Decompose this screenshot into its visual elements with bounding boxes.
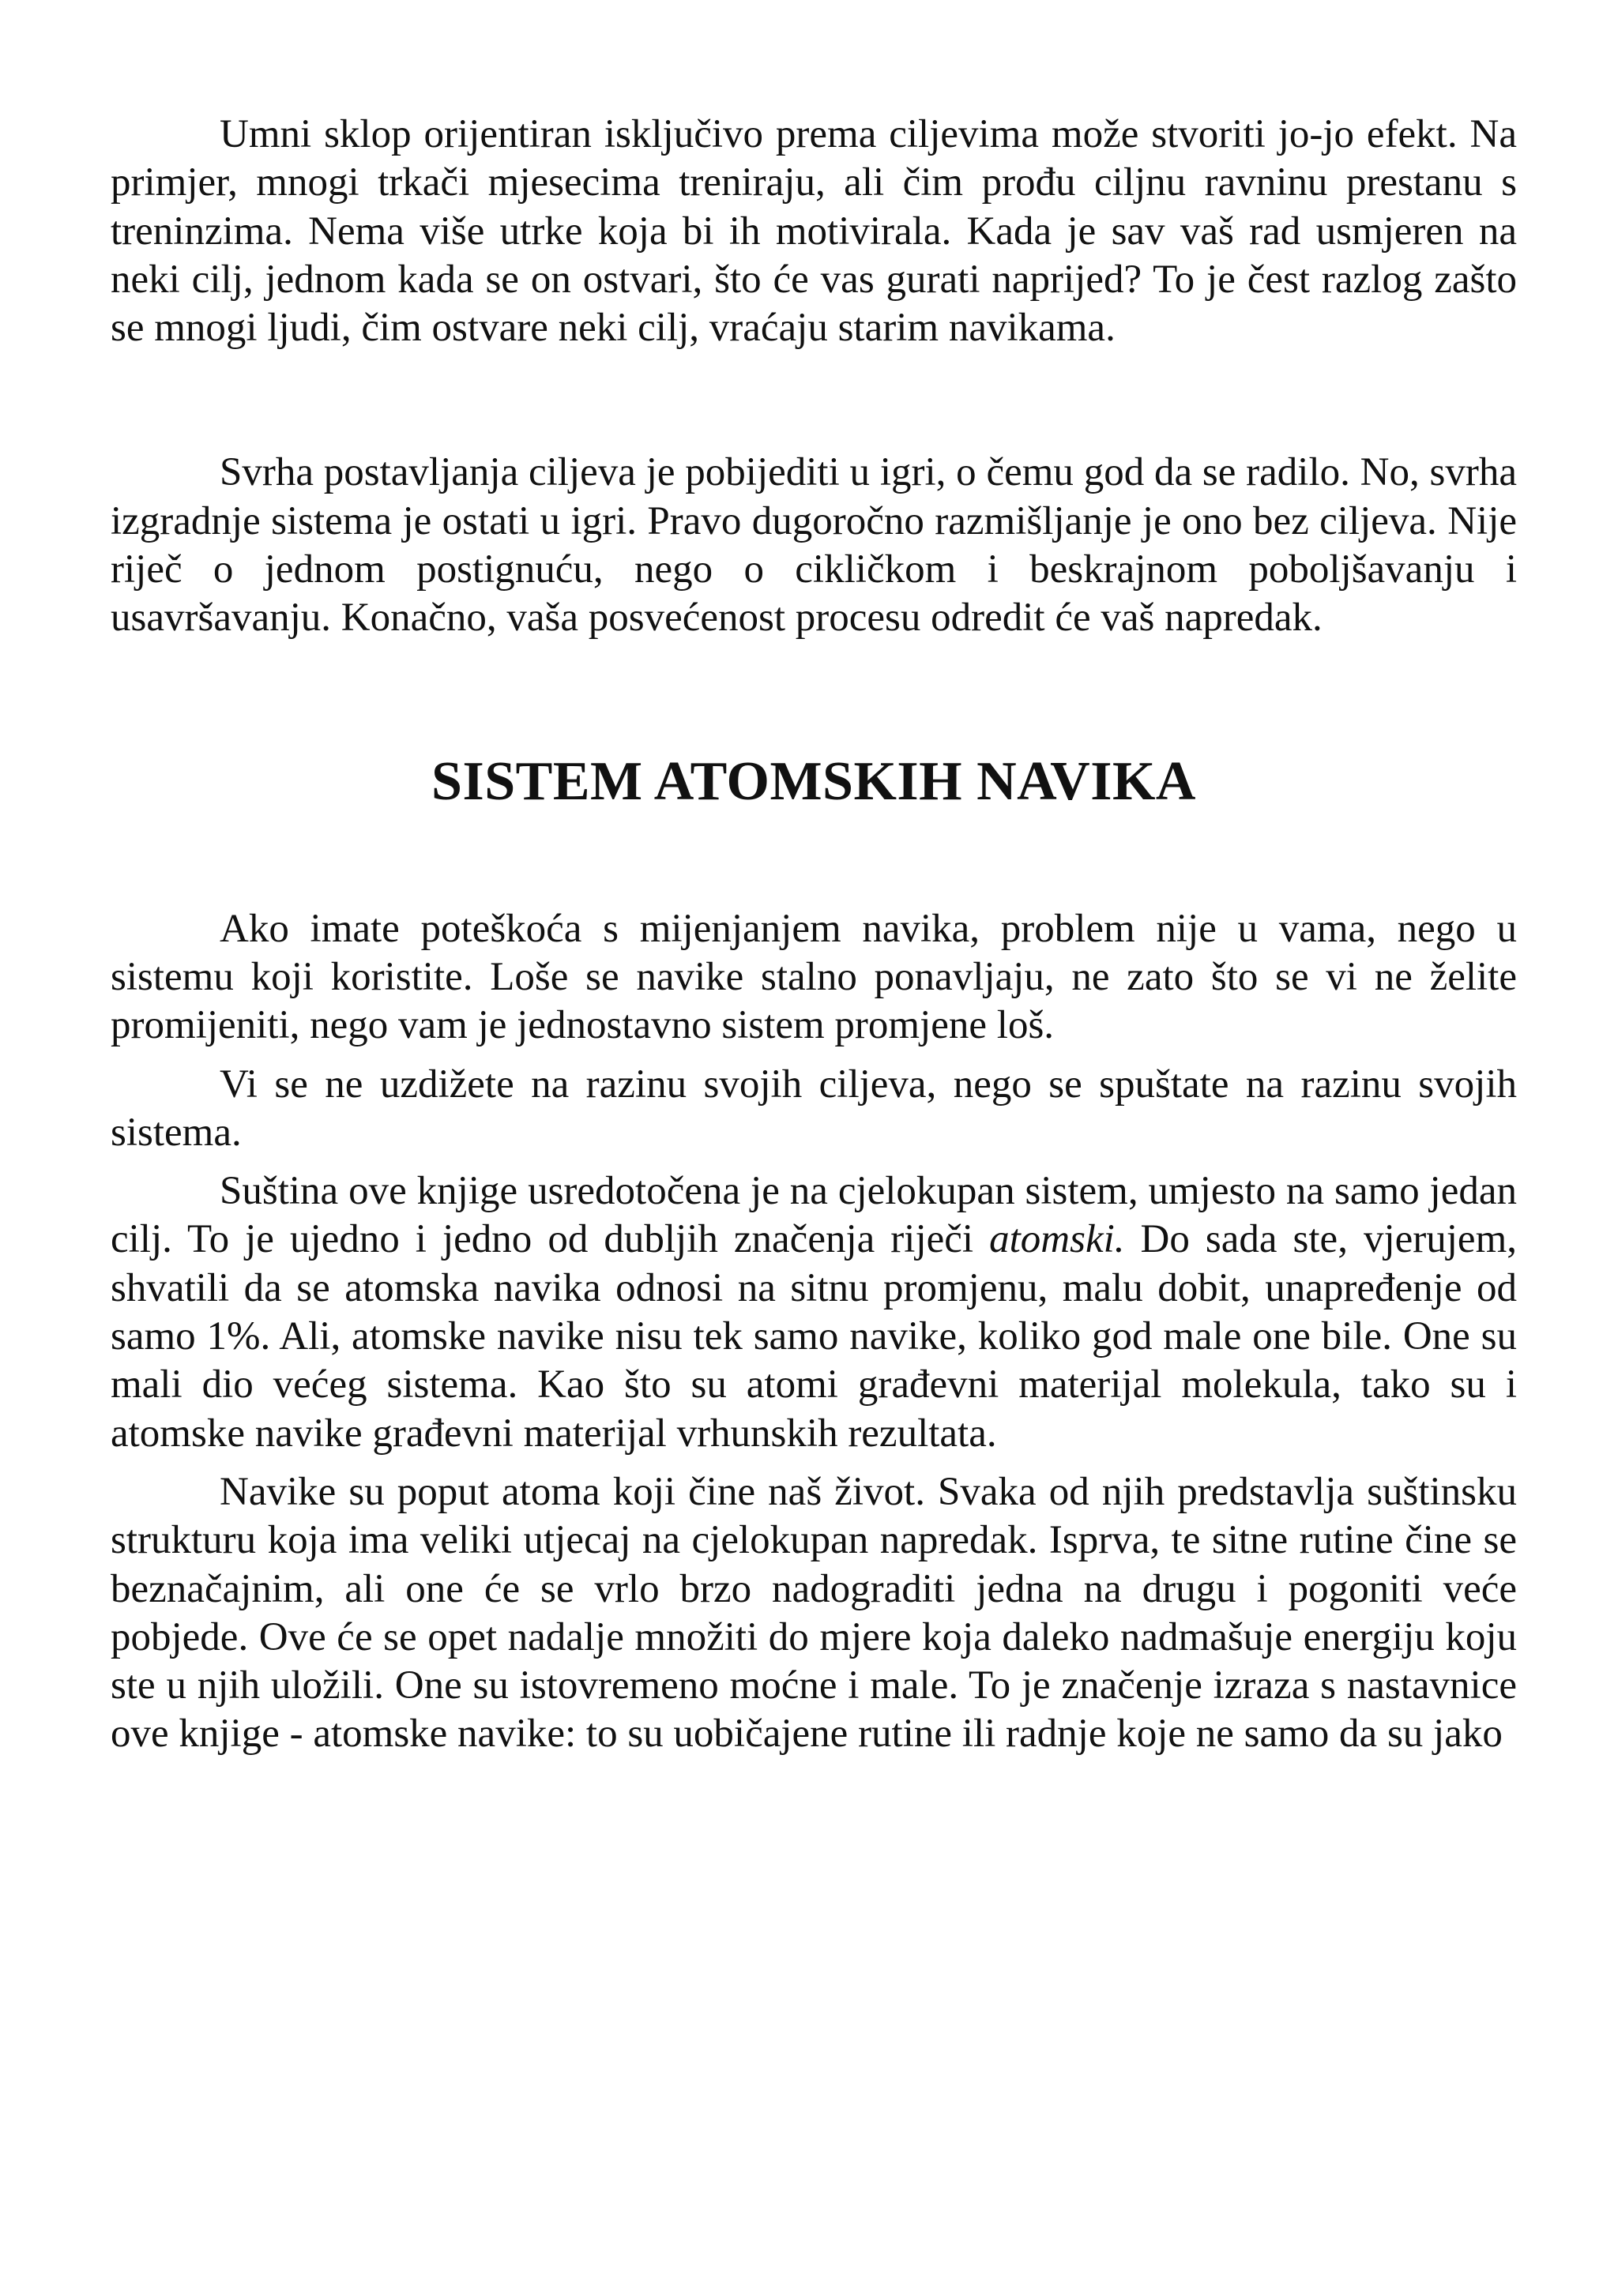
heading-spacer-bottom xyxy=(111,814,1517,905)
paragraph-book-essence-part1: Suština ove knjige usredotočena je na cjelokupan sistem, umjesto na samo jedan cilj. To je ujedno i jedno od dubljih značenja riječi xyxy=(111,1169,1517,1262)
paragraph-habits-like-atoms: Navike su poput atoma koji čine naš život. Svaka od njih predstavlja suštinsku strukturu koja ima veliki utjecaj na cjelokupan napredak. Isprva, te sitne rutine čine se beznačajnim, ali one će se vrlo brzo nadograditi jedna na drugu i pogoniti veće pobjede. Ove će se opet nadalje množiti do mjere koja daleko nadmašuje energiju koju ste u njih uložili. One su istovremeno moćne i male. To je značenje izraza s nastavnice ove knjige - atomske navike: to su uobičajene rutine ili radnje koje ne samo da su jako xyxy=(111,1469,1517,1757)
paragraph-spacer xyxy=(111,352,1517,449)
paragraph-book-essence-part2: Do sada ste, vjerujem, shvatili da se atomska navika odnosi na sitnu promjenu, malu dobit, unapređenje od samo 1%. Ali, atomske navike nisu tek samo navike, koliko god male one bile. One su mali dio većeg sistema. Kao što su atomi građevni materijal molekula, tako su i atomske navike građevni materijal vrhunskih rezultata. xyxy=(111,1217,1517,1456)
paragraph-changing-habits: Ako imate poteškoća s mijenjanjem navika, problem nije u vama, nego u sistemu koji koristite. Loše se navike stalno ponavljaju, ne zato što se vi ne želite promijeniti, nego vam je jednostavno sistem promjene loš. xyxy=(111,906,1517,1048)
paragraph-yoyo-effect: Umni sklop orijentiran isključivo prema ciljevima može stvoriti jo-jo efekt. Na primjer, mnogi trkači mjesecima treniraju, ali čim prođu ciljnu ravninu prestanu s treninzima. Nema više utrke koja bi ih motivirala. Kada je sav vaš rad usmjeren na neki cilj, jednom kada se on ostvari, što će vas gurati naprijed? To je čest razlog zašto se mnogi ljudi, čim ostvare neki cilj, vraćaju starim navikama. xyxy=(111,112,1517,351)
paragraph-book-essence xyxy=(111,1167,1517,1458)
paragraph-level-of-systems: Vi se ne uzdižete na razinu svojih ciljeva, nego se spuštate na razinu svojih sistema. xyxy=(111,1062,1517,1155)
italic-term-atomski: atomski. xyxy=(989,1217,1125,1262)
section-heading: SISTEM ATOMSKIH NAVIKA xyxy=(431,750,1196,812)
heading-spacer-top xyxy=(111,643,1517,750)
book-page xyxy=(111,111,1517,1759)
paragraph-purpose-of-goals: Svrha postavljanja ciljeva je pobijediti u igri, o čemu god da se radilo. No, svrha izgradnje sistema je ostati u igri. Pravo dugoročno razmišljanje je ono bez ciljeva. Nije riječ o jednom postignuću, nego o cikličkom i beskrajnom poboljšavanju i usavršavanju. Konačno, vaša posvećenost procesu odredit će vaš napredak. xyxy=(111,450,1517,641)
